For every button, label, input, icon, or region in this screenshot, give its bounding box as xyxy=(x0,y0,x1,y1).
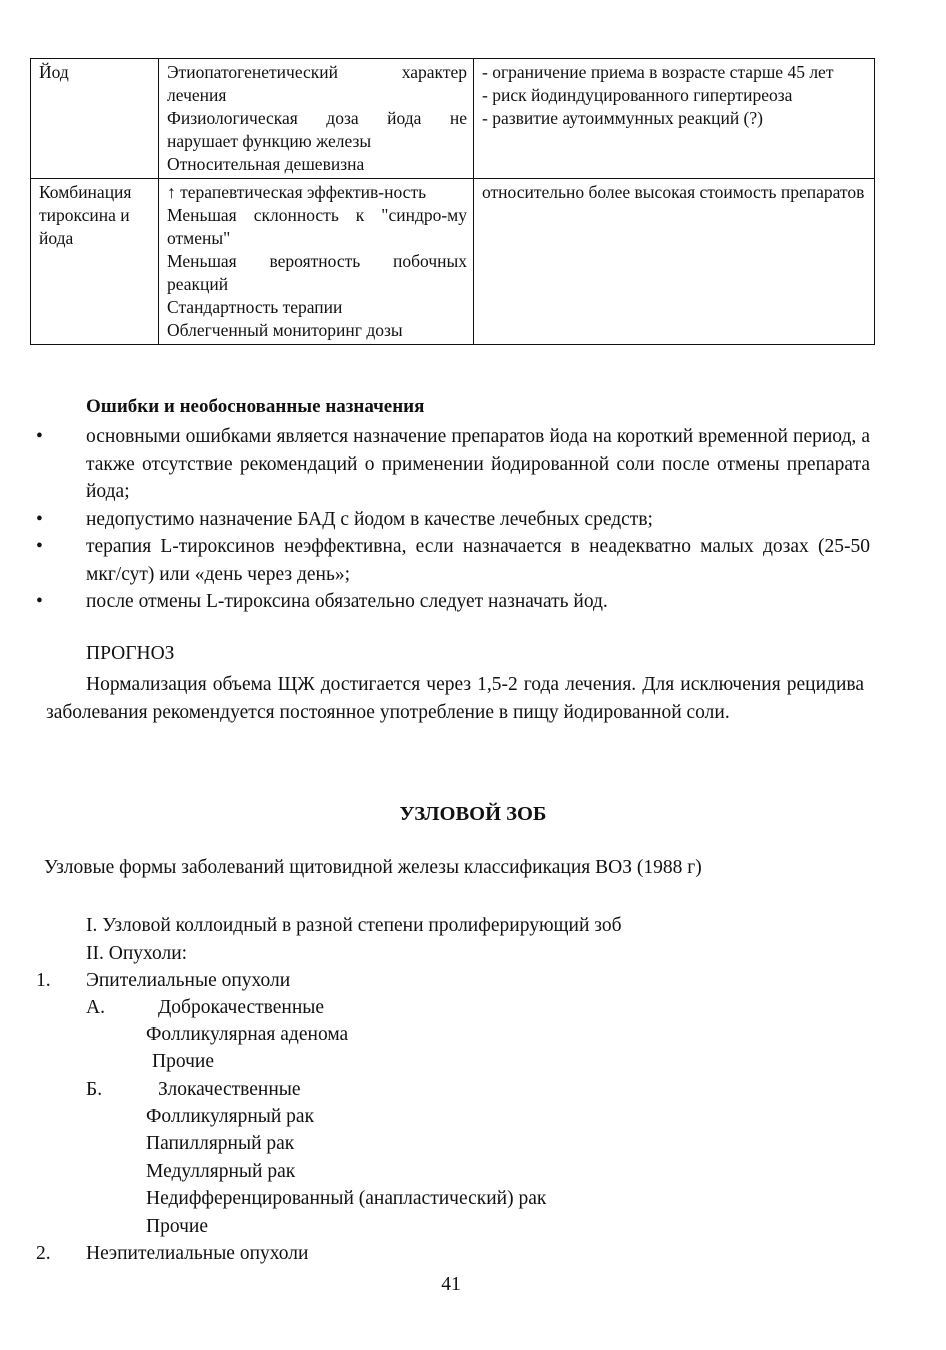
advantage-item: Меньшая вероятность побочных реакций xyxy=(167,251,467,294)
disadvantage-item: - развитие аутоиммунных реакций (?) xyxy=(482,108,763,128)
bullet-icon: • xyxy=(36,508,43,530)
list-item-text: терапия L-тироксинов неэффективна, если назначается в неадекватно малых дозах (25-50 мкг/сут) или «день через день»; xyxy=(86,536,870,585)
table-cell-advantages xyxy=(159,59,474,179)
list-letter: Б. xyxy=(86,1079,103,1100)
list-item xyxy=(30,506,870,534)
classification-item: Неэпителиальные опухоли xyxy=(86,1243,309,1264)
list-item xyxy=(30,588,870,616)
list-item-text: после отмены L-тироксина обязательно следует назначать йод. xyxy=(86,591,608,612)
classification-item: Эпителиальные опухоли xyxy=(86,970,291,991)
list-number: 1. xyxy=(36,970,51,991)
classification-item: Недифференцированный (анапластический) рак xyxy=(146,1188,547,1209)
section-title: УЗЛОВОЙ ЗОБ xyxy=(399,803,547,825)
bullet-icon: • xyxy=(36,536,43,557)
bullet-icon: • xyxy=(36,591,43,612)
classification-item: Злокачественные xyxy=(158,1079,301,1100)
classification-item: Прочие xyxy=(146,1216,208,1237)
row-name: Йод xyxy=(39,62,69,82)
advantage-item: Облегченный мониторинг дозы xyxy=(167,320,403,340)
classification-item: Доброкачественные xyxy=(158,997,325,1018)
advantage-item: Относительная дешевизна xyxy=(167,154,365,174)
list-number: 2. xyxy=(36,1243,51,1264)
table-row xyxy=(31,59,875,179)
table-cell-name xyxy=(31,59,159,179)
classification-item: I. Узловой коллоидный в разной степени пролиферирующий зоб xyxy=(86,915,622,936)
classification-item: II. Опухоли: xyxy=(86,943,188,964)
errors-heading: Ошибки и необоснованные назначения xyxy=(86,396,425,417)
disadvantage-item: - риск йодиндуцированного гипертиреоза xyxy=(482,85,793,105)
list-item xyxy=(30,423,870,506)
list-item xyxy=(30,533,870,588)
bullet-icon: • xyxy=(36,426,43,447)
table-row xyxy=(31,179,875,345)
treatment-comparison-table xyxy=(30,58,875,345)
table-cell-advantages xyxy=(159,179,474,345)
advantage-item: Меньшая склонность к "синдро-му отмены" xyxy=(167,205,467,248)
disadvantage-item: - ограничение приема в возрасте старше 45 лет xyxy=(482,62,834,82)
page-number: 41 xyxy=(441,1274,461,1295)
errors-list xyxy=(30,423,870,616)
table-cell-disadvantages xyxy=(474,179,875,345)
table-cell-disadvantages xyxy=(474,59,875,179)
advantage-item: ↑ терапевтическая эффектив-ность xyxy=(167,182,427,202)
advantage-item: Физиологическая доза йода не нарушает функцию железы xyxy=(167,108,467,151)
prognosis-heading: ПРОГНОЗ xyxy=(86,643,175,664)
list-item-text: недопустимо назначение БАД с йодом в качестве лечебных средств; xyxy=(86,508,653,530)
list-item-text: основными ошибками является назначение препаратов йода на короткий временной период, а также отсутствие рекомендаций о применении йодированной соли после отмены препарата йода; xyxy=(86,426,870,502)
list-letter: А. xyxy=(86,997,105,1018)
advantage-item: Этиопатогенетический характер лечения xyxy=(167,62,467,105)
classification-heading: Узловые формы заболеваний щитовидной железы классификация ВОЗ (1988 г) xyxy=(44,857,702,878)
classification-item: Фолликулярная аденома xyxy=(146,1024,349,1045)
row-name: Комбинация тироксина и йода xyxy=(39,182,132,248)
table-cell-name xyxy=(31,179,159,345)
classification-item: Фолликулярный рак xyxy=(146,1106,315,1127)
disadvantage-item: относительно более высокая стоимость препаратов xyxy=(482,182,865,202)
classification-item: Папиллярный рак xyxy=(146,1133,295,1154)
classification-item: Прочие xyxy=(152,1051,214,1072)
classification-item: Медуллярный рак xyxy=(146,1161,296,1182)
advantage-item: Стандартность терапии xyxy=(167,297,343,317)
prognosis-text: Нормализация объема ЩЖ достигается через 1,5-2 года лечения. Для исключения рецидива заболевания рекомендуется постоянное употребление в пищу йодированной соли. xyxy=(46,674,864,723)
